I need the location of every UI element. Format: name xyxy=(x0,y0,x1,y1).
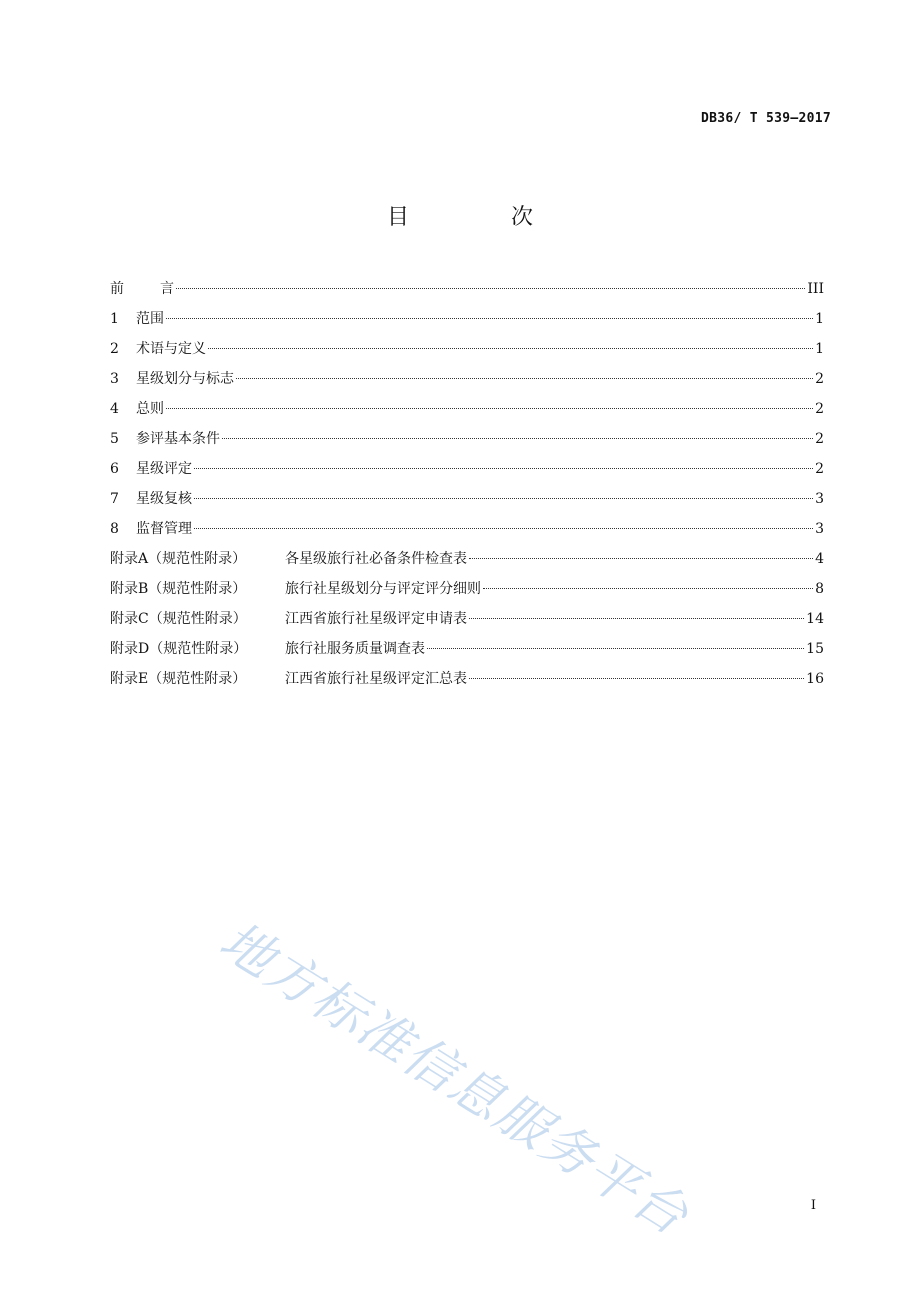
toc-page-number: 14 xyxy=(806,611,824,627)
standard-code: DB36/ T 539—2017 xyxy=(700,111,831,126)
toc-section-label: 星级划分与标志 xyxy=(136,371,234,387)
toc-appendix-prefix: 附录B（规范性附录） xyxy=(110,581,247,597)
toc-appendix-label: 江西省旅行社星级评定汇总表 xyxy=(285,671,467,687)
toc-entry-section-2[interactable] xyxy=(110,339,824,369)
toc-appendix-prefix: 附录E（规范性附录） xyxy=(110,671,247,687)
toc-entry-section-6[interactable] xyxy=(110,459,824,489)
toc-appendix-label: 旅行社星级划分与评定评分细则 xyxy=(285,581,481,597)
toc-page-number: 1 xyxy=(815,341,824,357)
toc-preface-label-b: 言 xyxy=(160,281,174,297)
toc-page-number: 8 xyxy=(815,581,824,597)
dot-leader xyxy=(469,558,813,559)
toc-appendix-prefix: 附录A（规范性附录） xyxy=(110,551,247,567)
toc-appendix-label: 江西省旅行社星级评定申请表 xyxy=(285,611,467,627)
toc-entry-section-5[interactable] xyxy=(110,429,824,459)
toc-section-number: 5 xyxy=(110,431,119,447)
toc-page-number: 2 xyxy=(815,431,824,447)
toc-entry-section-1[interactable] xyxy=(110,309,824,339)
dot-leader xyxy=(166,318,813,319)
toc-entry-section-4[interactable] xyxy=(110,399,824,429)
toc-section-number: 6 xyxy=(110,461,119,477)
toc-section-label: 术语与定义 xyxy=(136,341,206,357)
toc-entry-preface[interactable] xyxy=(110,279,824,309)
toc-section-number: 3 xyxy=(110,371,119,387)
toc-section-number: 7 xyxy=(110,491,119,507)
toc-page-number: III xyxy=(807,281,824,297)
table-of-contents xyxy=(110,279,824,699)
toc-entry-appendix-b[interactable] xyxy=(110,579,824,609)
dot-leader xyxy=(469,678,804,679)
toc-page-number: 2 xyxy=(815,401,824,417)
dot-leader xyxy=(194,498,813,499)
toc-page-number: 15 xyxy=(806,641,824,657)
toc-section-label: 总则 xyxy=(136,401,164,417)
page-title: 目 次 xyxy=(386,205,573,230)
toc-section-number: 1 xyxy=(110,311,119,327)
toc-page-number: 1 xyxy=(815,311,824,327)
dot-leader xyxy=(176,288,805,289)
toc-section-label: 星级评定 xyxy=(136,461,192,477)
toc-entry-appendix-d[interactable] xyxy=(110,639,824,669)
dot-leader xyxy=(166,408,813,409)
toc-section-number: 4 xyxy=(110,401,119,417)
toc-entry-section-7[interactable] xyxy=(110,489,824,519)
toc-appendix-label: 各星级旅行社必备条件检查表 xyxy=(285,551,467,567)
toc-appendix-prefix: 附录C（规范性附录） xyxy=(110,611,247,627)
toc-entry-appendix-a[interactable] xyxy=(110,549,824,579)
toc-page-number: 4 xyxy=(815,551,824,567)
toc-section-label: 参评基本条件 xyxy=(136,431,220,447)
dot-leader xyxy=(194,528,813,529)
dot-leader xyxy=(236,378,813,379)
toc-page-number: 2 xyxy=(815,371,824,387)
toc-section-label: 范围 xyxy=(136,311,164,327)
toc-section-number: 8 xyxy=(110,521,119,537)
toc-appendix-label: 旅行社服务质量调查表 xyxy=(285,641,425,657)
dot-leader xyxy=(194,468,813,469)
dot-leader xyxy=(427,648,804,649)
toc-entry-section-8[interactable] xyxy=(110,519,824,549)
toc-entry-section-3[interactable] xyxy=(110,369,824,399)
toc-entry-appendix-c[interactable] xyxy=(110,609,824,639)
toc-section-number: 2 xyxy=(110,341,119,357)
toc-section-label: 监督管理 xyxy=(136,521,192,537)
watermark: 地方标准信息服务平台 xyxy=(209,910,699,1248)
dot-leader xyxy=(483,588,813,589)
toc-preface-label-a: 前 xyxy=(110,281,124,297)
dot-leader xyxy=(469,618,804,619)
toc-page-number: 16 xyxy=(806,671,824,687)
page-number: I xyxy=(810,1198,816,1213)
dot-leader xyxy=(222,438,813,439)
toc-appendix-prefix: 附录D（规范性附录） xyxy=(110,641,248,657)
toc-page-number: 2 xyxy=(815,461,824,477)
toc-page-number: 3 xyxy=(815,521,824,537)
toc-page-number: 3 xyxy=(815,491,824,507)
toc-entry-appendix-e[interactable] xyxy=(110,669,824,699)
toc-section-label: 星级复核 xyxy=(136,491,192,507)
dot-leader xyxy=(208,348,813,349)
